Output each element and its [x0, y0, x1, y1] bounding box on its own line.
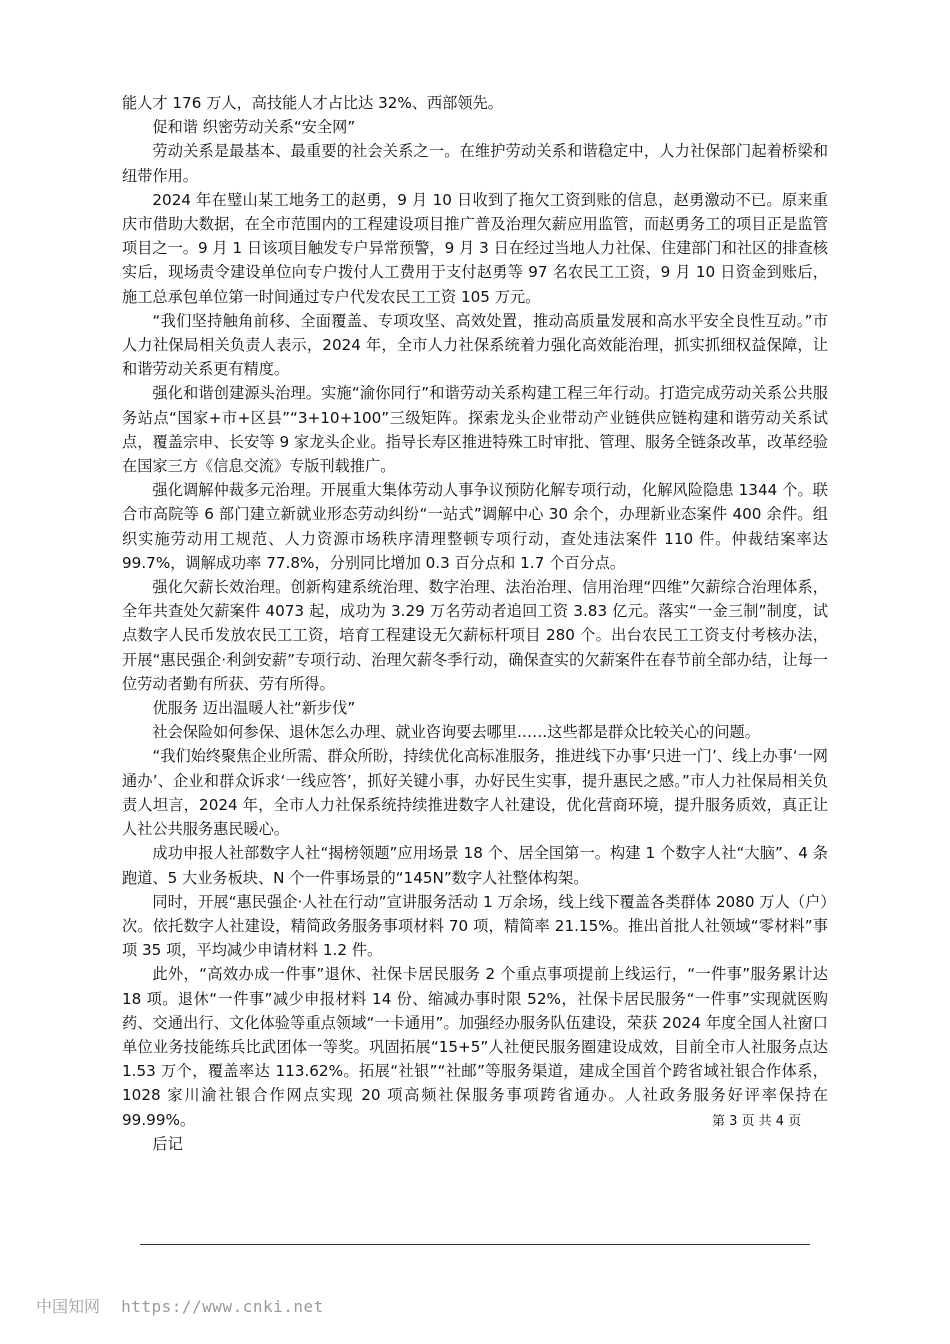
paragraph: 社会保险如何参保、退休怎么办理、就业咨询要去哪里……这些都是群众比较关心的问题。	[152, 723, 760, 742]
paragraph-continuation: 能人才 176 万人，高技能人才占比达 32%、西部领先。	[122, 94, 503, 112]
cnki-watermark	[36, 1294, 324, 1316]
paragraph: 强化和谐创建源头治理。实施“渝你同行”和谐劳动关系构建工程三年行动。打造完成劳动关系公共服务站点“国家+市+区县”“3+10+100”三级矩阵。探索龙头企业带动产业链供应链构建和谐劳动关系试点，覆盖宗申、长安等 9 家龙头企业。指导长寿区推进特殊工时审批、管理、服务全链条改革，改革经验在国家三方《信息交流》专版刊载推广。	[122, 384, 828, 476]
section-heading-harmony: 促和谐 织密劳动关系“安全网”	[152, 118, 356, 137]
watermark-url: https://www.cnki.net	[121, 1297, 324, 1316]
paragraph: 2024 年在璧山某工地务工的赵勇，9 月 10 日收到了拖欠工资到账的信息，赵勇激动不已。原来重庆市借助大数据，在全市范围内的工程建设项目推广普及治理欠薪应用监管，而赵勇务工的项目正是监管项目之一。9 月 1 日该项目触发专户异常预警，9 月 3 日在经过当地人力社保、住建部门和社区的排查核实后，现场责令建设单位向专户拨付人工费用于支付赵勇等 97 名农民工工资，9 月 10 日资金到账后，施工总承包单位第一时间通过专户代发农民工工资 105 万元。	[122, 190, 828, 306]
paragraph: “我们始终聚焦企业所需、群众所盼，持续优化高标准服务，推进线下办事‘只进一门’、线上办事‘一网通办’、企业和群众诉求‘一线应答’，抓好关键小事，办好民生实事，提升惠民之感。”市人力社保局相关负责人坦言，2024 年，全市人力社保系统持续推进数字人社建设，优化营商环境，提升服务质效，真正让人社公共服务惠民暖心。	[122, 747, 828, 839]
paragraph: 同时，开展“惠民强企·人社在行动”宣讲服务活动 1 万余场，线上线下覆盖各类群体 2080 万人（户）次。依托数字人社建设，精简政务服务事项材料 70 项，精简率 21.15%。推出首批人社领域“零材料”事项 35 项，平均减少申请材料 1.2 件。	[122, 892, 828, 960]
paragraph: 强化欠薪长效治理。创新构建系统治理、数字治理、法治治理、信用治理“四维”欠薪综合治理体系，全年共查处欠薪案件 4073 起，成功为 3.29 万名劳动者追回工资 3.83 亿元。落实“一金三制”制度，试点数字人民币发放农民工工资，培育工程建设无欠薪标杆项目 280 个。出台农民工工资支付考核办法，开展“惠民强企·利剑安薪”专项行动、治理欠薪冬季行动，确保查实的欠薪案件在春节前全部办结，让每一位劳动者勤有所获、劳有所得。	[122, 578, 828, 693]
footer-divider	[140, 1244, 810, 1245]
document-body	[122, 91, 828, 1156]
paragraph: 强化调解仲裁多元治理。开展重大集体劳动人事争议预防化解专项行动，化解风险隐患 1344 个。联合市高院等 6 部门建立新就业形态劳动纠纷“一站式”调解中心 30 余个，办理新业态案件 400 余件。组织实施劳动用工规范、人力资源市场秩序清理整顿专项行动，查处违法案件 110 件。仲裁结案率达 99.7%，调解成功率 77.8%，分别同比增加 0.3 百分点和 1.7 个百分点。	[122, 481, 828, 572]
watermark-brand: 中国知网	[36, 1297, 101, 1316]
section-heading-service: 优服务 迈出温暖人社“新步伐”	[152, 699, 356, 718]
paragraph: 此外，“高效办成一件事”退休、社保卡居民服务 2 个重点事项提前上线运行，“一件事”服务累计达 18 项。退休“一件事”减少申报材料 14 份、缩减办事时限 52%，社保卡居民服务“一件事”实现就医购药、交通出行、文化体验等重点领域“一卡通用”。加强经办服务队伍建设，荣获 2024 年度全国人社窗口单位业务技能练兵比武团体一等奖。巩固拓展“15+5”人社便民服务圈建设成效，目前全市人社服务点达 1.53 万个，覆盖率达 113.62%。拓展“社银”“社邮”等服务渠道，建成全国首个跨省域社银合作体系，1028 家川渝社银合作网点实现 20 项高频社保服务事项跨省通办。人社政务服务好评率保持在 99.99%。	[122, 965, 828, 1129]
section-heading-postscript: 后记	[152, 1134, 183, 1153]
paragraph: “我们坚持触角前移、全面覆盖、专项攻坚、高效处置，推动高质量发展和高水平安全良性互动。”市人力社保局相关负责人表示，2024 年，全市人力社保系统着力强化高效能治理，抓实抓细权益保障，让和谐劳动关系更有精度。	[122, 311, 828, 379]
paragraph: 成功申报人社部数字人社“揭榜领题”应用场景 18 个、居全国第一。构建 1 个数字人社“大脑”、4 条跑道、5 大业务板块、N 个一件事场景的“145N”数字人社整体构架。	[122, 844, 828, 887]
page-number: 第 3 页 共 4 页	[712, 1114, 802, 1129]
paragraph: 劳动关系是最基本、最重要的社会关系之一。在维护劳动关系和谐稳定中，人力社保部门起着桥梁和纽带作用。	[122, 142, 828, 185]
